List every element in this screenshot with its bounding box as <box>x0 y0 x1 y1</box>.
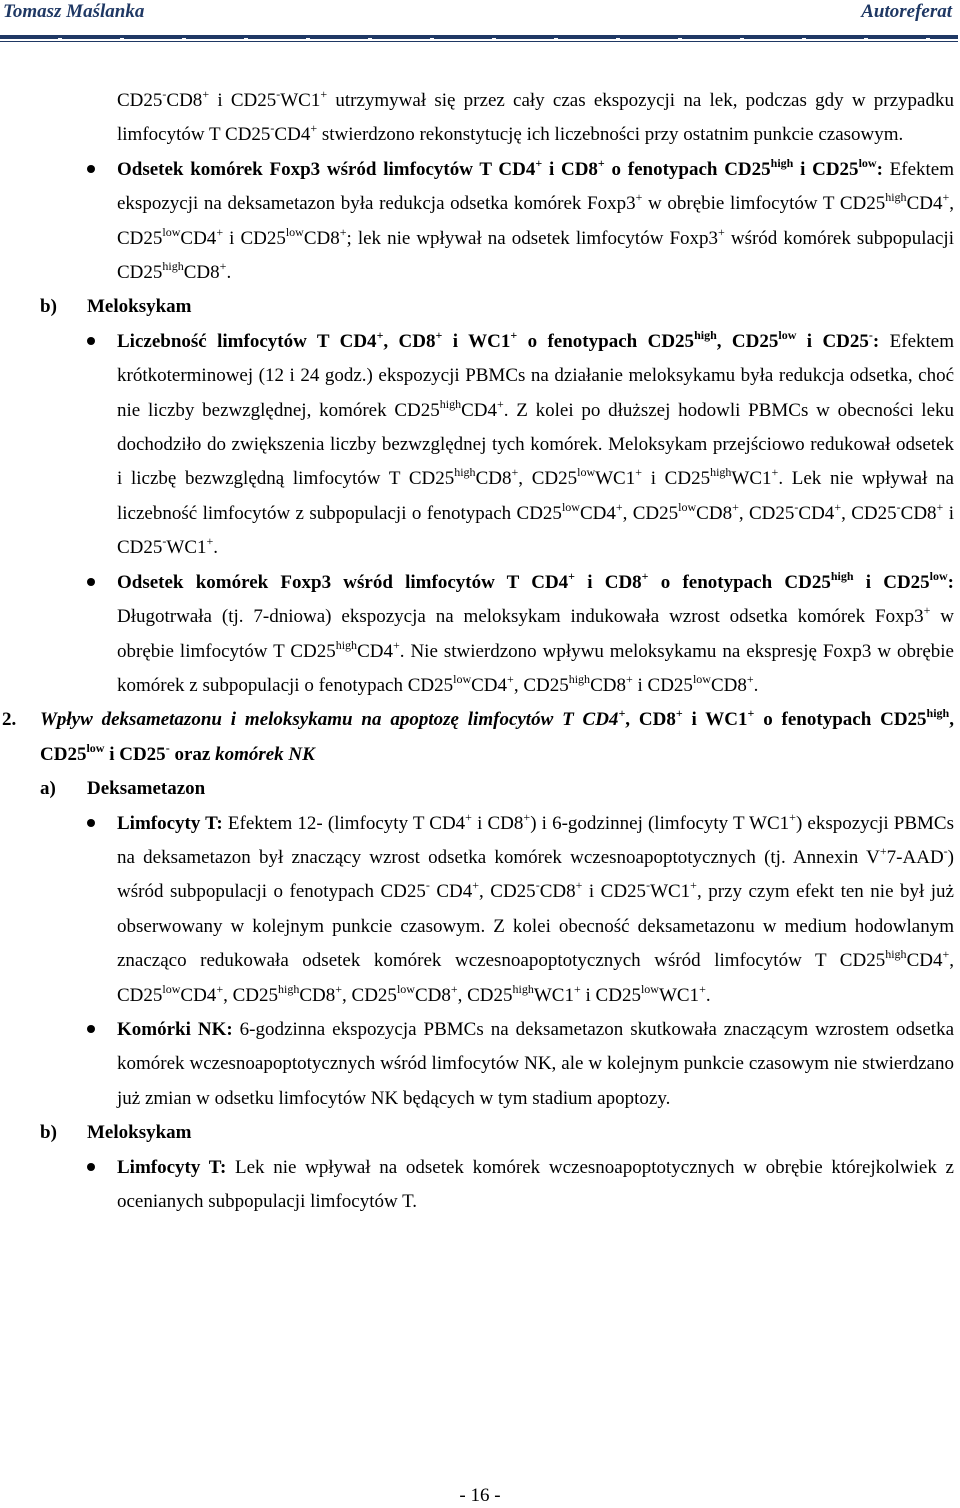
bullet-count-meloxicam: Liczebność limfocytów T CD4+, CD8+ i WC1+ o fenotypach $CD25^{high}$, $CD25^{low}$ i CD25-: Efektem krótkoterminowej (12 i 24 godz.) ekspozycji PBMCs na działanie meloksykamu była redukcja odsetka, choć nie liczby bezwzględnej, komórek $CD25^{high}CD4^+$. Z kolei po dłuższej hodowli PBMCs w obecności leku dochodziło do zwiększenia liczby bezwzględnej tych komórek. Meloksykam przejściowo redukował odsetek i liczbę bezwzględną limfocytów T $CD25^{high}CD8^+$, $CD25^{low}WC1^+$ i $CD25^{high}WC1^+$. Lek nie wpływał na liczebność limfocytów z subpopulacji o fenotypach $CD25^{low}CD4^+$, $CD25^{low}CD8^+$, CD25-CD4+, CD25-CD8+ i CD25-WC1+. <box>117 325 954 566</box>
subheading-meloxicam-1 <box>40 290 960 324</box>
page-content <box>0 84 960 1219</box>
bullet-icon <box>87 1163 95 1171</box>
bullet-t-cells-dexamethasone: Limfocyty T: Efektem 12- (limfocyty T CD4+ i CD8+) i 6-godzinnej (limfocyty T WC1+) ekspozycji PBMCs na deksametazon był znaczący wzrost odsetka komórek wczesnoapoptotycznych (tj. Annexin V+7-AAD-) wśród subpopulacji o fenotypach CD25- CD4+, CD25-CD8+ i CD25-WC1+, przy czym efekt ten nie był już obserwowany w kolejnym punkcie czasowym. Z kolei obecność deksametazonu w medium hodowlanym znacząco redukowała odsetek komórek wczesnoapoptotycznych wśród limfocytów T $CD25^{high}CD4^+$, $CD25^{low}CD4^+$, $CD25^{high}CD8^+$, $CD25^{low}CD8^+$, $CD25^{high}WC1^+$ i $CD25^{low}WC1^+$. <box>117 807 954 1013</box>
subheading-dexamethasone-2 <box>40 772 960 806</box>
bullet-label: Komórki NK: <box>117 1018 233 1040</box>
bullet-foxp3-dexamethasone: Odsetek komórek Foxp3 wśród limfocytów T CD4+ i CD8+ o fenotypach $CD25^{high}$ i $CD25^{low}$: Efektem ekspozycji na deksametazon była redukcja odsetka komórek Foxp3+ w obrębie limfocytów T $CD25^{high}CD4^+$, $CD25^{low}CD4^+$ i $CD25^{low}CD8^+$; lek nie wpływał na odsetek limfocytów Foxp3+ wśród komórek subpopulacji $CD25^{high}CD8^+$. <box>117 153 954 291</box>
subheading-text: Meloksykam <box>87 1122 192 1144</box>
bullet-icon <box>87 165 95 173</box>
page-number: - 16 - <box>459 1485 501 1506</box>
header-author: Tomasz Maślanka <box>3 1 145 22</box>
bullet-t-cells-meloxicam: Limfocyty T: Lek nie wpływał na odsetek komórek wczesnoapoptotycznych w obrębie którejkolwiek z ocenianych subpopulacji limfocytów T. <box>117 1151 954 1220</box>
subheading-text: Deksametazon <box>87 778 206 800</box>
subheading-meloxicam-2 <box>40 1116 960 1150</box>
bullet-label: Limfocyty T: <box>117 812 223 834</box>
bullet-foxp3-meloxicam: Odsetek komórek Foxp3 wśród limfocytów T CD4+ i CD8+ o fenotypach $CD25^{high}$ i $CD25^{low}$: Długotrwała (tj. 7-dniowa) ekspozycja na meloksykam indukowała wzrost odsetka komórek Foxp3+ w obrębie limfocytów T $CD25^{high}CD4^+$. Nie stwierdzono wpływu meloksykamu na ekspresję Foxp3 w obrębie komórek z subpopulacji o fenotypach $CD25^{low}CD4^+$, $CD25^{high}CD8^+$ i $CD25^{low}CD8^+$. <box>117 566 954 704</box>
bullet-icon <box>87 1025 95 1033</box>
subheading-label: b) <box>40 296 57 318</box>
bullet-icon <box>87 578 95 586</box>
subheading-label: b) <box>40 1122 57 1144</box>
bullet-icon <box>87 819 95 827</box>
section-heading-2: 2. Wpływ deksametazonu i meloksykamu na apoptozę limfocytów T CD4+, CD8+ i WC1+ o fenotypach $CD25^{high}$, $CD25^{low}$ i CD25- oraz komórek NK <box>40 703 954 772</box>
header-rule-thin <box>0 41 958 42</box>
bullet-icon <box>87 337 95 345</box>
subheading-label: a) <box>40 778 56 800</box>
subheading-text: Meloksykam <box>87 296 192 318</box>
bullet-label: Limfocyty T: <box>117 1156 227 1178</box>
bullet-nk-cells-dexamethasone: Komórki NK: 6-godzinna ekspozycja PBMCs na deksametazon skutkowała znaczącym wzrostem odsetka komórek wczesnoapoptotycznych wśród limfocytów NK, ale w kolejnym punkcie czasowym nie stwierdzano już zmian w odsetku limfocytów NK będących w tym stadium apoptozy. <box>117 1013 954 1116</box>
header-title: Autoreferat <box>861 1 952 22</box>
section-number: 2. <box>2 709 17 731</box>
page-header <box>0 0 960 46</box>
continued-paragraph: CD25-CD8+ i CD25-WC1+ utrzymywał się przez cały czas ekspozycji na lek, podczas gdy w przypadku limfocytów T CD25-CD4+ stwierdzono rekonstytucję ich liczebności przy ostatnim punkcie czasowym. <box>117 87 954 146</box>
